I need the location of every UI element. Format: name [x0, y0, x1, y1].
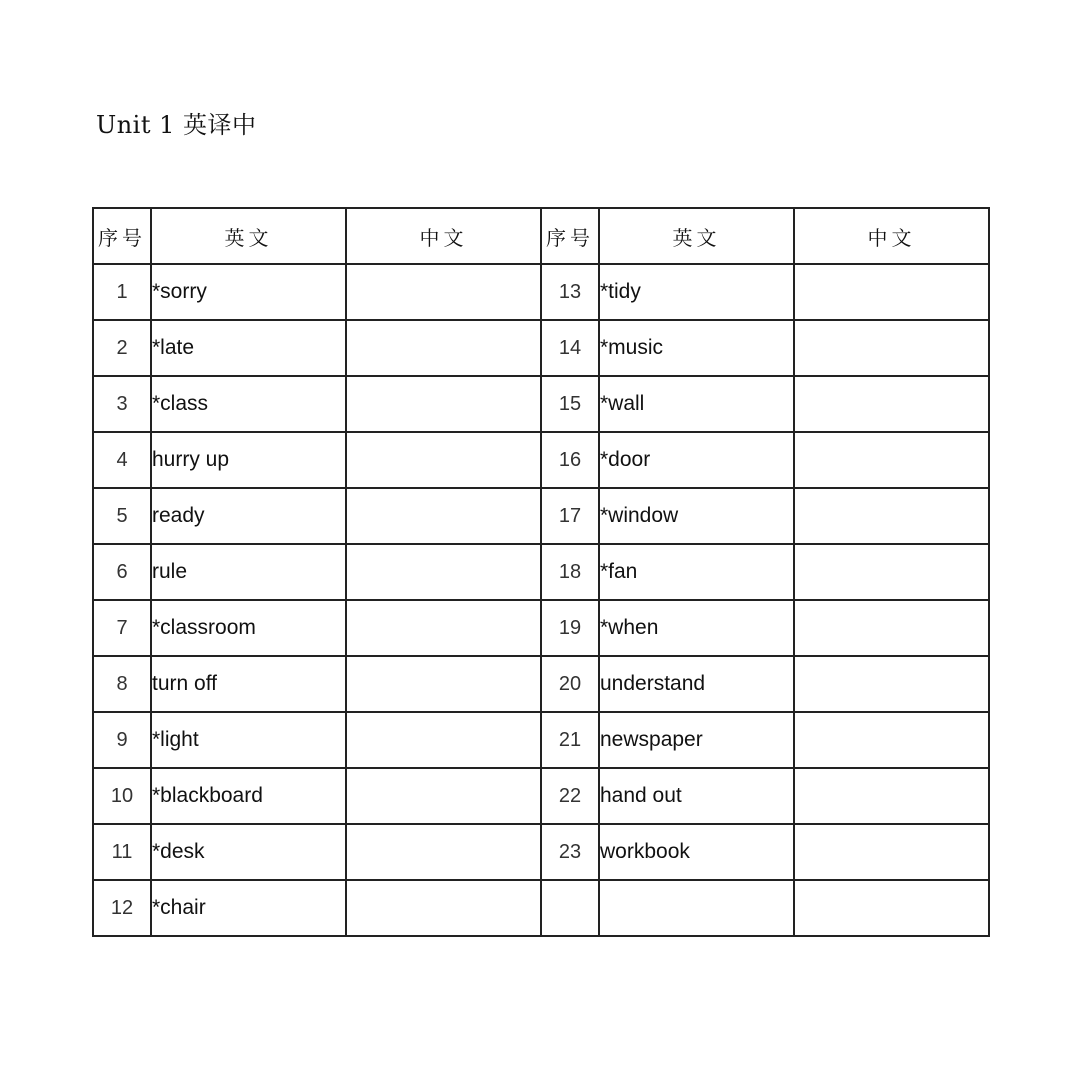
english-word: *light	[151, 712, 346, 768]
header-number: 序号	[541, 208, 599, 264]
english-word: hand out	[599, 768, 794, 824]
table-row	[93, 320, 989, 376]
chinese-answer-cell[interactable]	[346, 768, 541, 824]
chinese-answer-cell[interactable]	[346, 264, 541, 320]
english-word: *desk	[151, 824, 346, 880]
english-word: understand	[599, 656, 794, 712]
english-word: *music	[599, 320, 794, 376]
header-chinese: 中文	[346, 208, 541, 264]
table-row	[93, 376, 989, 432]
english-word: *tidy	[599, 264, 794, 320]
table-body	[93, 264, 989, 936]
chinese-answer-cell[interactable]	[346, 600, 541, 656]
english-word: workbook	[599, 824, 794, 880]
table-row	[93, 488, 989, 544]
row-number	[541, 880, 599, 936]
table-row	[93, 656, 989, 712]
row-number: 23	[541, 824, 599, 880]
chinese-answer-cell[interactable]	[794, 824, 989, 880]
header-row	[93, 208, 989, 264]
english-word	[599, 880, 794, 936]
table-row	[93, 824, 989, 880]
page-title: Unit 1 英译中	[96, 111, 257, 139]
row-number: 7	[93, 600, 151, 656]
chinese-answer-cell[interactable]	[346, 488, 541, 544]
english-word: *chair	[151, 880, 346, 936]
vocabulary-table	[92, 207, 990, 937]
row-number: 15	[541, 376, 599, 432]
chinese-answer-cell[interactable]	[794, 544, 989, 600]
chinese-answer-cell[interactable]	[794, 600, 989, 656]
chinese-answer-cell[interactable]	[794, 768, 989, 824]
chinese-answer-cell[interactable]	[794, 432, 989, 488]
english-word: *blackboard	[151, 768, 346, 824]
table-row	[93, 264, 989, 320]
row-number: 12	[93, 880, 151, 936]
table-row	[93, 544, 989, 600]
english-word: rule	[151, 544, 346, 600]
row-number: 19	[541, 600, 599, 656]
row-number: 13	[541, 264, 599, 320]
english-word: ready	[151, 488, 346, 544]
english-word: newspaper	[599, 712, 794, 768]
english-word: *when	[599, 600, 794, 656]
chinese-answer-cell[interactable]	[346, 432, 541, 488]
header-chinese: 中文	[794, 208, 989, 264]
row-number: 5	[93, 488, 151, 544]
row-number: 2	[93, 320, 151, 376]
row-number: 18	[541, 544, 599, 600]
english-word: *wall	[599, 376, 794, 432]
english-word: *class	[151, 376, 346, 432]
row-number: 20	[541, 656, 599, 712]
english-word: *door	[599, 432, 794, 488]
english-word: *fan	[599, 544, 794, 600]
table-row	[93, 600, 989, 656]
row-number: 11	[93, 824, 151, 880]
chinese-answer-cell[interactable]	[794, 264, 989, 320]
chinese-answer-cell[interactable]	[794, 376, 989, 432]
table-row	[93, 880, 989, 936]
row-number: 6	[93, 544, 151, 600]
english-word: *classroom	[151, 600, 346, 656]
row-number: 10	[93, 768, 151, 824]
row-number: 3	[93, 376, 151, 432]
row-number: 22	[541, 768, 599, 824]
chinese-answer-cell[interactable]	[346, 376, 541, 432]
table-row	[93, 768, 989, 824]
header-english: 英文	[599, 208, 794, 264]
chinese-answer-cell[interactable]	[794, 880, 989, 936]
row-number: 16	[541, 432, 599, 488]
header-number: 序号	[93, 208, 151, 264]
chinese-answer-cell[interactable]	[346, 824, 541, 880]
chinese-answer-cell[interactable]	[346, 880, 541, 936]
chinese-answer-cell[interactable]	[346, 320, 541, 376]
row-number: 8	[93, 656, 151, 712]
row-number: 17	[541, 488, 599, 544]
row-number: 21	[541, 712, 599, 768]
english-word: turn off	[151, 656, 346, 712]
english-word: *sorry	[151, 264, 346, 320]
chinese-answer-cell[interactable]	[794, 656, 989, 712]
chinese-answer-cell[interactable]	[794, 488, 989, 544]
row-number: 14	[541, 320, 599, 376]
english-word: hurry up	[151, 432, 346, 488]
row-number: 1	[93, 264, 151, 320]
chinese-answer-cell[interactable]	[346, 712, 541, 768]
header-english: 英文	[151, 208, 346, 264]
chinese-answer-cell[interactable]	[346, 656, 541, 712]
chinese-answer-cell[interactable]	[794, 320, 989, 376]
english-word: *late	[151, 320, 346, 376]
chinese-answer-cell[interactable]	[794, 712, 989, 768]
table-row	[93, 712, 989, 768]
english-word: *window	[599, 488, 794, 544]
table-row	[93, 432, 989, 488]
row-number: 9	[93, 712, 151, 768]
chinese-answer-cell[interactable]	[346, 544, 541, 600]
row-number: 4	[93, 432, 151, 488]
